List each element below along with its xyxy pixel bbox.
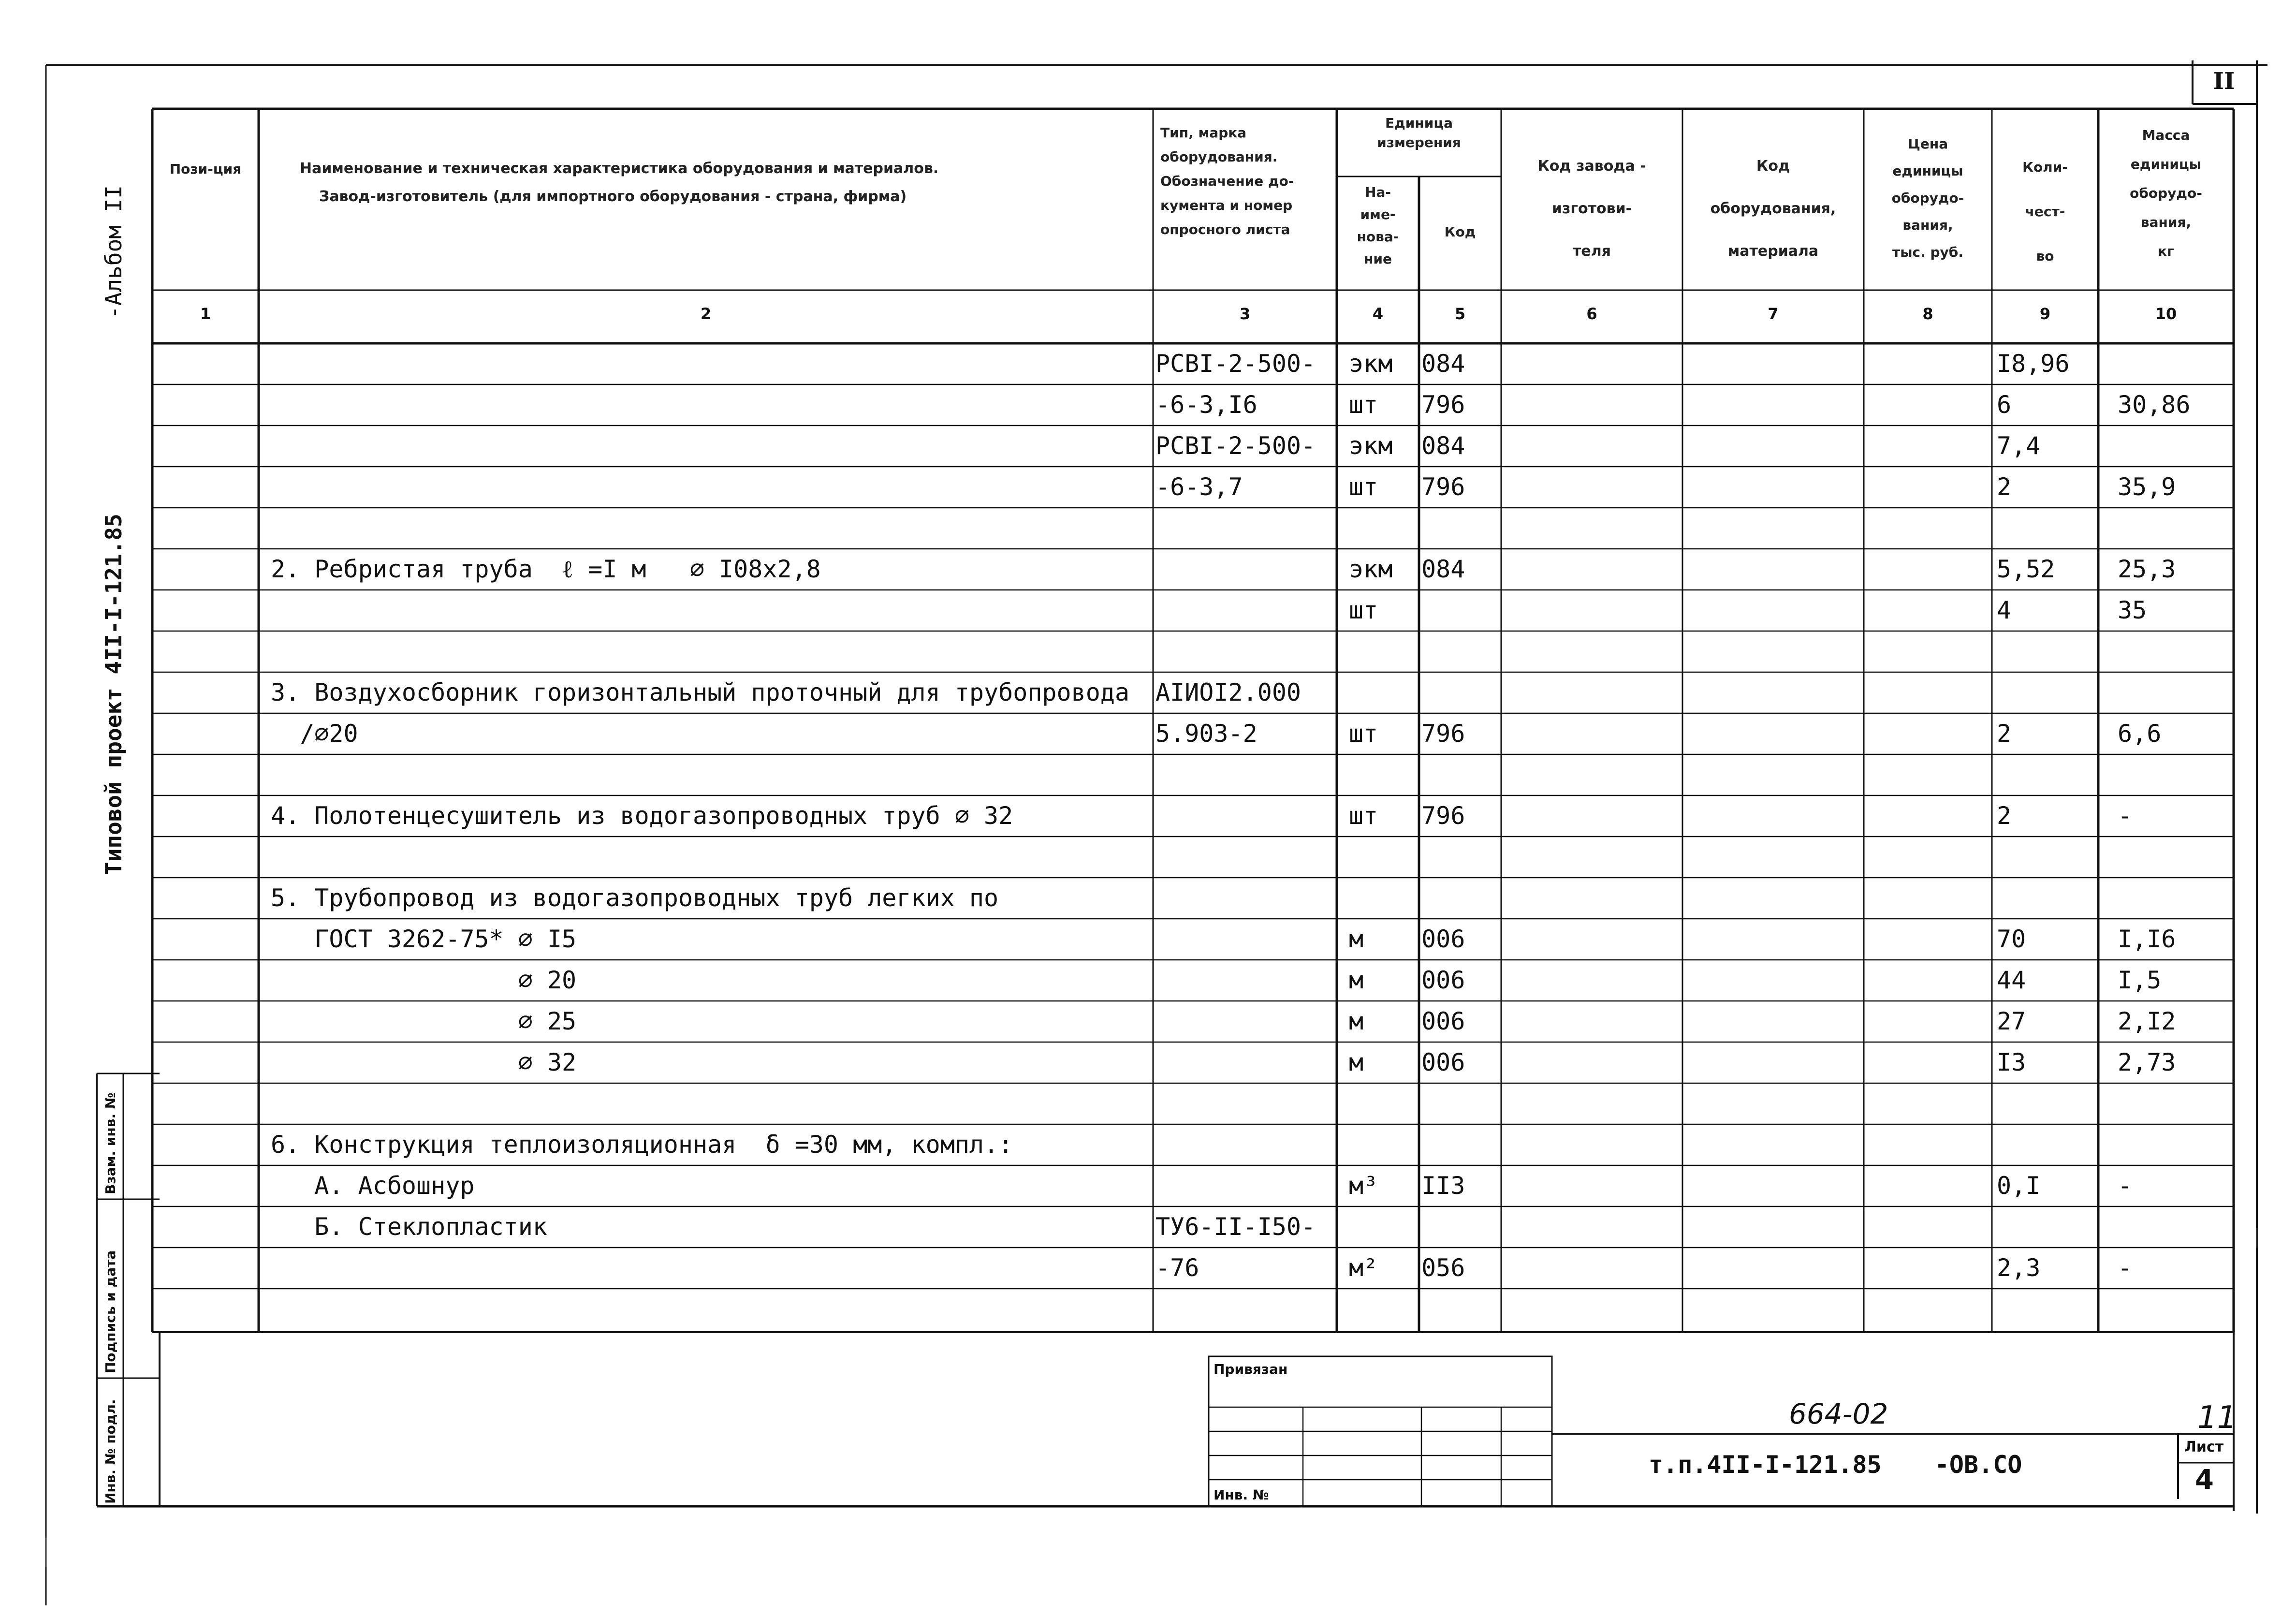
code-cell: 796: [1421, 802, 1465, 830]
mass-cell: -: [2118, 1254, 2133, 1282]
unit-cell: экм: [1349, 432, 1393, 460]
code-cell: 006: [1421, 1048, 1465, 1076]
quantity-cell: 7,4: [1997, 432, 2041, 460]
mass-cell: 2,I2: [2118, 1007, 2176, 1035]
name-cell: /⌀20: [271, 720, 358, 748]
unit-cell: шт: [1349, 596, 1378, 624]
stamp-label-replacement: Взам. инв. №: [102, 1092, 118, 1194]
quantity-cell: 6: [1997, 391, 2012, 419]
code-cell: 796: [1421, 720, 1465, 748]
type-cell: PCBI-2-500-: [1155, 432, 1316, 460]
column-number-1: 1: [200, 305, 211, 323]
mass-cell: 35: [2118, 596, 2147, 624]
mass-cell: -: [2118, 802, 2133, 830]
code-cell: 006: [1421, 966, 1465, 994]
header-price: Цена единицы оборудо- вания, тыс. руб.: [1891, 136, 1964, 260]
unit-cell: м: [1349, 966, 1364, 994]
project-label: Типовой проект 4II-I-121.85: [101, 514, 127, 875]
name-cell: А. Асбошнур: [271, 1172, 475, 1200]
column-number-6: 6: [1586, 305, 1597, 323]
code-cell: 006: [1421, 925, 1465, 953]
mass-cell: I,I6: [2118, 925, 2176, 953]
unit-cell: экм: [1349, 555, 1393, 583]
handwritten-code: 664-02: [1789, 1397, 1888, 1430]
unit-cell: экм: [1349, 350, 1393, 378]
header-type: Тип, марка оборудования. Обозначение до- кумента и номер опросного листа: [1160, 125, 1294, 237]
mass-cell: 35,9: [2118, 473, 2176, 501]
code-cell: 056: [1421, 1254, 1465, 1282]
header-unit-group: Единица измерения: [1377, 115, 1461, 150]
type-cell: -6-3,7: [1155, 473, 1243, 501]
document-designation: т.п.4II-I-121.85 -ОВ.СО: [1649, 1451, 2022, 1479]
header-mass: Масса единицы оборудо- вания, кг: [2130, 127, 2202, 259]
code-cell: 084: [1421, 350, 1465, 378]
column-number-7: 7: [1768, 305, 1779, 323]
unit-cell: шт: [1349, 802, 1378, 830]
code-cell: 006: [1421, 1007, 1465, 1035]
name-cell: ⌀ 20: [271, 966, 577, 994]
quantity-cell: 5,52: [1997, 555, 2055, 583]
quantity-cell: I3: [1997, 1048, 2026, 1076]
mass-cell: 30,86: [2118, 391, 2191, 419]
name-cell: ⌀ 32: [271, 1048, 577, 1076]
code-cell: 796: [1421, 391, 1465, 419]
quantity-cell: 2,3: [1997, 1254, 2041, 1282]
header-name: Наименование и техническая характеристика оборудования и материалов. Завод-изготовитель (для импортного оборудования - страна, фирма): [300, 160, 939, 205]
header-unit-name: На- име- нова- ние: [1357, 184, 1399, 267]
unit-cell: м: [1349, 925, 1364, 953]
header-equipment-code: Код оборудования, материала: [1710, 158, 1836, 260]
stamp-label-inventory: Инв. № подл.: [102, 1399, 118, 1504]
column-number-2: 2: [700, 305, 712, 323]
unit-cell: м: [1349, 1007, 1364, 1035]
code-cell: II3: [1421, 1172, 1465, 1200]
name-cell: 4. Полотенцесушитель из водогазопроводных труб ⌀ 32: [271, 802, 1013, 830]
mass-cell: 6,6: [2118, 720, 2162, 748]
header-unit-code: Код: [1444, 224, 1476, 240]
header-factory-code: Код завода - изготови- теля: [1537, 158, 1646, 260]
quantity-cell: 44: [1997, 966, 2026, 994]
header-position: Пози-ция: [169, 161, 242, 177]
unit-cell: шт: [1349, 473, 1378, 501]
quantity-cell: 27: [1997, 1007, 2026, 1035]
mass-cell: I,5: [2118, 966, 2162, 994]
unit-cell: шт: [1349, 720, 1378, 748]
column-number-8: 8: [1922, 305, 1933, 323]
sheet-handwritten: 11: [2197, 1400, 2237, 1436]
list-label: Лист: [2184, 1439, 2224, 1455]
quantity-cell: I8,96: [1997, 350, 2070, 378]
mass-cell: -: [2118, 1172, 2133, 1200]
unit-cell: м³: [1349, 1172, 1378, 1200]
quantity-cell: 2: [1997, 473, 2012, 501]
name-cell: 2. Ребристая труба ℓ =I м ⌀ I08x2,8: [271, 555, 821, 583]
privyazan-label: Привязан: [1214, 1361, 1288, 1377]
type-cell: PCBI-2-500-: [1155, 350, 1316, 378]
stamp-label-signature: Подпись и дата: [102, 1250, 118, 1373]
mass-cell: 2,73: [2118, 1048, 2176, 1076]
code-cell: 796: [1421, 473, 1465, 501]
quantity-cell: 2: [1997, 802, 2012, 830]
header-quantity: Коли- чест- во: [2022, 159, 2068, 264]
column-number-5: 5: [1454, 305, 1466, 323]
column-number-10: 10: [2155, 305, 2177, 323]
sheet-number-bottom: 4: [2195, 1464, 2214, 1496]
name-cell: 3. Воздухосборник горизонтальный проточный для трубопровода: [271, 678, 1130, 706]
quantity-cell: 70: [1997, 925, 2026, 953]
quantity-cell: 2: [1997, 720, 2012, 748]
column-number-4: 4: [1372, 305, 1384, 323]
mass-cell: 25,3: [2118, 555, 2176, 583]
type-cell: 5.903-2: [1155, 720, 1258, 748]
quantity-cell: 0,I: [1997, 1172, 2041, 1200]
column-number-9: 9: [2039, 305, 2051, 323]
name-cell: 5. Трубопровод из водогазопроводных труб легких по: [271, 884, 999, 912]
column-number-3: 3: [1239, 305, 1251, 323]
inventory-number-label: Инв. №: [1214, 1487, 1269, 1503]
sheet-number: II: [2213, 68, 2235, 95]
name-cell: 6. Конструкция теплоизоляционная δ =30 мм, компл.:: [271, 1131, 1013, 1159]
unit-cell: м: [1349, 1048, 1364, 1076]
code-cell: 084: [1421, 432, 1465, 460]
name-cell: ГОСТ 3262-75* ⌀ I5: [271, 925, 577, 953]
code-cell: 084: [1421, 555, 1465, 583]
quantity-cell: 4: [1997, 596, 2012, 624]
album-label: -Альбом II: [101, 185, 127, 319]
name-cell: Б. Стеклопластик: [271, 1213, 547, 1241]
unit-cell: м²: [1349, 1254, 1378, 1282]
unit-cell: шт: [1349, 391, 1378, 419]
type-cell: AIИOI2.000: [1155, 678, 1302, 706]
type-cell: ТУ6-II-I50-: [1155, 1213, 1316, 1241]
type-cell: -76: [1155, 1254, 1199, 1282]
type-cell: -6-3,I6: [1155, 391, 1258, 419]
name-cell: ⌀ 25: [271, 1007, 577, 1035]
